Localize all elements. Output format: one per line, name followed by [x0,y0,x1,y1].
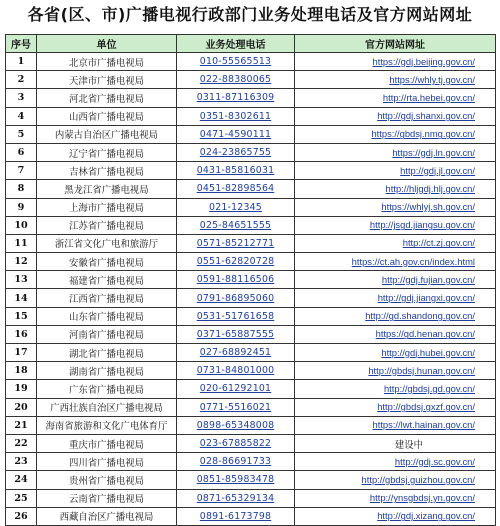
phone-link[interactable]: 022-88380065 [199,74,272,86]
website-cell [295,344,496,362]
row-number: 13 [6,271,37,289]
phone-link[interactable]: 0791-86895060 [196,292,275,304]
phone-cell [177,307,295,325]
website-link[interactable]: https://gdj.ln.gov.cn/ [392,146,475,158]
table-row [6,380,496,398]
phone-cell [177,362,295,380]
website-link[interactable]: http://gdj.hubei.gov.cn/ [381,346,475,358]
phone-cell [177,271,295,289]
website-link[interactable]: http://gbdsj.gxzf.gov.cn/ [377,401,475,413]
phone-cell [177,53,295,71]
website-link[interactable]: http://ct.zj.gov.cn/ [402,237,475,249]
website-cell [295,71,496,89]
unit-name: 江苏省广播电视局 [37,216,177,234]
website-cell [295,216,496,234]
website-cell [295,89,496,107]
table-row [6,289,496,307]
phone-cell [177,107,295,125]
unit-name: 辽宁省广播电视局 [37,143,177,161]
table-row [6,398,496,416]
table-row [6,53,496,71]
table-row [6,344,496,362]
unit-name: 河北省广播电视局 [37,89,177,107]
phone-cell [177,71,295,89]
table-row [6,234,496,252]
table-row [6,143,496,161]
phone-cell [177,489,295,507]
row-number: 1 [6,53,37,71]
phone-cell [177,180,295,198]
website-status-text: 建设中 [394,439,423,451]
website-link[interactable]: https://gd.henan.gov.cn/ [375,328,475,340]
unit-name: 湖南省广播电视局 [37,362,177,380]
phone-link[interactable]: 025-84651555 [199,219,272,231]
unit-name: 浙江省文化广电和旅游厅 [37,234,177,252]
unit-name: 天津市广播电视局 [37,71,177,89]
phone-link[interactable]: 0471-4590111 [199,128,272,140]
phone-link[interactable]: 028-86691733 [199,456,272,468]
row-number: 20 [6,398,37,416]
row-number: 4 [6,107,37,125]
table-row [6,507,496,525]
website-link[interactable]: http://gdj.shanxi.gov.cn/ [377,110,475,122]
phone-link[interactable]: 0371-65887555 [196,328,275,340]
phone-link[interactable]: 010-55565513 [199,56,272,68]
phone-link[interactable]: 0571-85212771 [196,237,275,249]
table-row [6,471,496,489]
unit-name: 吉林省广播电视局 [37,162,177,180]
website-cell [295,471,496,489]
phone-cell [177,162,295,180]
website-cell [295,307,496,325]
row-number: 24 [6,471,37,489]
table-row [6,325,496,343]
website-cell [295,362,496,380]
table-row [6,107,496,125]
phone-cell [177,416,295,434]
header-website: 官方网站网址 [295,35,496,53]
website-cell [295,143,496,161]
phone-cell [177,380,295,398]
website-link[interactable]: http://gbdsj.gd.gov.cn/ [383,382,475,394]
table-row [6,71,496,89]
phone-cell [177,253,295,271]
unit-name: 云南省广播电视局 [37,489,177,507]
row-number: 22 [6,434,37,452]
phone-link[interactable]: 0351-8302611 [199,110,272,122]
row-number: 23 [6,453,37,471]
table-row [6,125,496,143]
row-number: 10 [6,216,37,234]
unit-name: 重庆市广播电视局 [37,434,177,452]
unit-name: 广西壮族自治区广播电视局 [37,398,177,416]
unit-name: 北京市广播电视局 [37,53,177,71]
table-row [6,271,496,289]
website-link[interactable]: https://whlyj.sh.gov.cn/ [381,201,475,213]
website-cell [295,253,496,271]
phone-cell [177,434,295,452]
unit-name: 广东省广播电视局 [37,380,177,398]
website-cell [295,416,496,434]
phone-link[interactable]: 0551-62820728 [196,256,275,268]
phone-cell [177,344,295,362]
website-link[interactable]: http://hljgdj.hlj.gov.cn/ [385,182,475,194]
website-cell [295,453,496,471]
website-cell [295,107,496,125]
table-row [6,434,496,452]
phone-link[interactable]: 0311-87116309 [196,92,275,104]
website-link[interactable]: https://ct.ah.gov.cn/index.html [351,255,475,267]
phone-link[interactable]: 0591-88116506 [196,274,275,286]
website-cell [295,271,496,289]
table-row [6,416,496,434]
row-number: 15 [6,307,37,325]
row-number: 26 [6,507,37,525]
unit-name: 内蒙古自治区广播电视局 [37,125,177,143]
table-header-row [6,35,496,53]
table-row [6,307,496,325]
phone-cell [177,289,295,307]
row-number: 9 [6,198,37,216]
row-number: 8 [6,180,37,198]
phone-cell [177,216,295,234]
table-row [6,162,496,180]
table-row [6,180,496,198]
unit-name: 贵州省广播电视局 [37,471,177,489]
phone-link[interactable]: 0898-65348008 [196,419,275,431]
table-row [6,198,496,216]
website-cell [295,325,496,343]
phone-cell [177,325,295,343]
website-cell [295,380,496,398]
website-link[interactable]: http://ynsgbdsj.yn.gov.cn/ [369,492,475,504]
unit-name: 山东省广播电视局 [37,307,177,325]
page-title: 各省(区、市)广播电视行政部门业务处理电话及官方网站网址 [27,5,473,24]
website-cell [295,198,496,216]
row-number: 7 [6,162,37,180]
website-cell [295,507,496,525]
unit-name: 安徽省广播电视局 [37,253,177,271]
phone-cell [177,398,295,416]
website-cell [295,180,496,198]
row-number: 25 [6,489,37,507]
unit-name: 河南省广播电视局 [37,325,177,343]
phone-link[interactable]: 0531-51761658 [196,310,275,322]
contact-table [5,34,496,526]
website-cell [295,398,496,416]
row-number: 2 [6,71,37,89]
row-number: 18 [6,362,37,380]
phone-link[interactable]: 0431-85816031 [196,165,275,177]
unit-name: 上海市广播电视局 [37,198,177,216]
unit-name: 山西省广播电视局 [37,107,177,125]
website-link[interactable]: http://gdj.xizang.gov.cn/ [377,510,475,522]
website-link[interactable]: https://gdj.beijing.gov.cn/ [372,55,475,67]
row-number: 17 [6,344,37,362]
table-body [6,53,496,526]
phone-cell [177,198,295,216]
row-number: 3 [6,89,37,107]
phone-link[interactable]: 024-23865755 [199,147,272,159]
phone-cell [177,143,295,161]
website-cell [295,125,496,143]
phone-link[interactable]: 023-67885822 [199,438,272,450]
website-cell [295,53,496,71]
website-link[interactable]: https://whly.tj.gov.cn/ [389,73,475,85]
unit-name: 湖北省广播电视局 [37,344,177,362]
website-link[interactable]: http://gbdsj.guizhou.gov.cn/ [361,473,475,485]
row-number: 11 [6,234,37,252]
website-link[interactable]: http://rta.hebei.gov.cn/ [382,91,475,103]
website-cell [295,234,496,252]
website-link[interactable]: http://gbdsj.hunan.gov.cn/ [368,364,475,376]
website-cell [295,489,496,507]
unit-name: 黑龙江省广播电视局 [37,180,177,198]
table-row [6,489,496,507]
phone-cell [177,471,295,489]
table-row [6,362,496,380]
unit-name: 四川省广播电视局 [37,453,177,471]
table-row [6,453,496,471]
website-link[interactable]: http://gdj.fujian.gov.cn/ [381,273,475,285]
phone-link[interactable]: 0771-5516021 [199,401,272,413]
website-link[interactable]: http://gd.shandong.gov.cn/ [365,310,475,322]
phone-link[interactable]: 0851-85983478 [196,474,275,486]
phone-link[interactable]: 0451-82898564 [196,183,275,195]
phone-link[interactable]: 0891-6173798 [199,510,272,522]
website-link[interactable]: http://jsgd.jiangsu.gov.cn/ [369,219,475,231]
header-phone: 业务处理电话 [177,35,295,53]
table-row [6,253,496,271]
phone-link[interactable]: 027-68892451 [199,347,272,359]
row-number: 6 [6,143,37,161]
website-cell [295,289,496,307]
website-link[interactable]: http://gdj.jiangxi.gov.cn/ [377,292,475,304]
row-number: 16 [6,325,37,343]
phone-link[interactable]: 021-12345 [209,201,262,213]
row-number: 14 [6,289,37,307]
phone-link[interactable]: 020-61292101 [199,383,272,395]
website-link[interactable]: https://lwt.hainan.gov.cn/ [372,419,475,431]
website-link[interactable]: http://gdj.sc.gov.cn/ [394,455,475,467]
header-no: 序号 [6,35,37,53]
website-cell [295,434,496,452]
phone-link[interactable]: 0731-84801000 [196,365,275,377]
table-row [6,216,496,234]
row-number: 12 [6,253,37,271]
phone-link[interactable]: 0871-65329134 [196,492,275,504]
unit-name: 江西省广播电视局 [37,289,177,307]
row-number: 5 [6,125,37,143]
phone-cell [177,234,295,252]
phone-cell [177,453,295,471]
website-link[interactable]: https://gbdsj.nmg.gov.cn/ [371,128,475,140]
header-unit: 单位 [37,35,177,53]
website-cell [295,162,496,180]
row-number: 21 [6,416,37,434]
row-number: 19 [6,380,37,398]
phone-cell [177,125,295,143]
table-row [6,89,496,107]
phone-cell [177,89,295,107]
website-link[interactable]: http://gdj.jl.gov.cn/ [400,164,475,176]
unit-name: 海南省旅游和文化广电体育厅 [37,416,177,434]
phone-cell [177,507,295,525]
unit-name: 西藏自治区广播电视局 [37,507,177,525]
unit-name: 福建省广播电视局 [37,271,177,289]
